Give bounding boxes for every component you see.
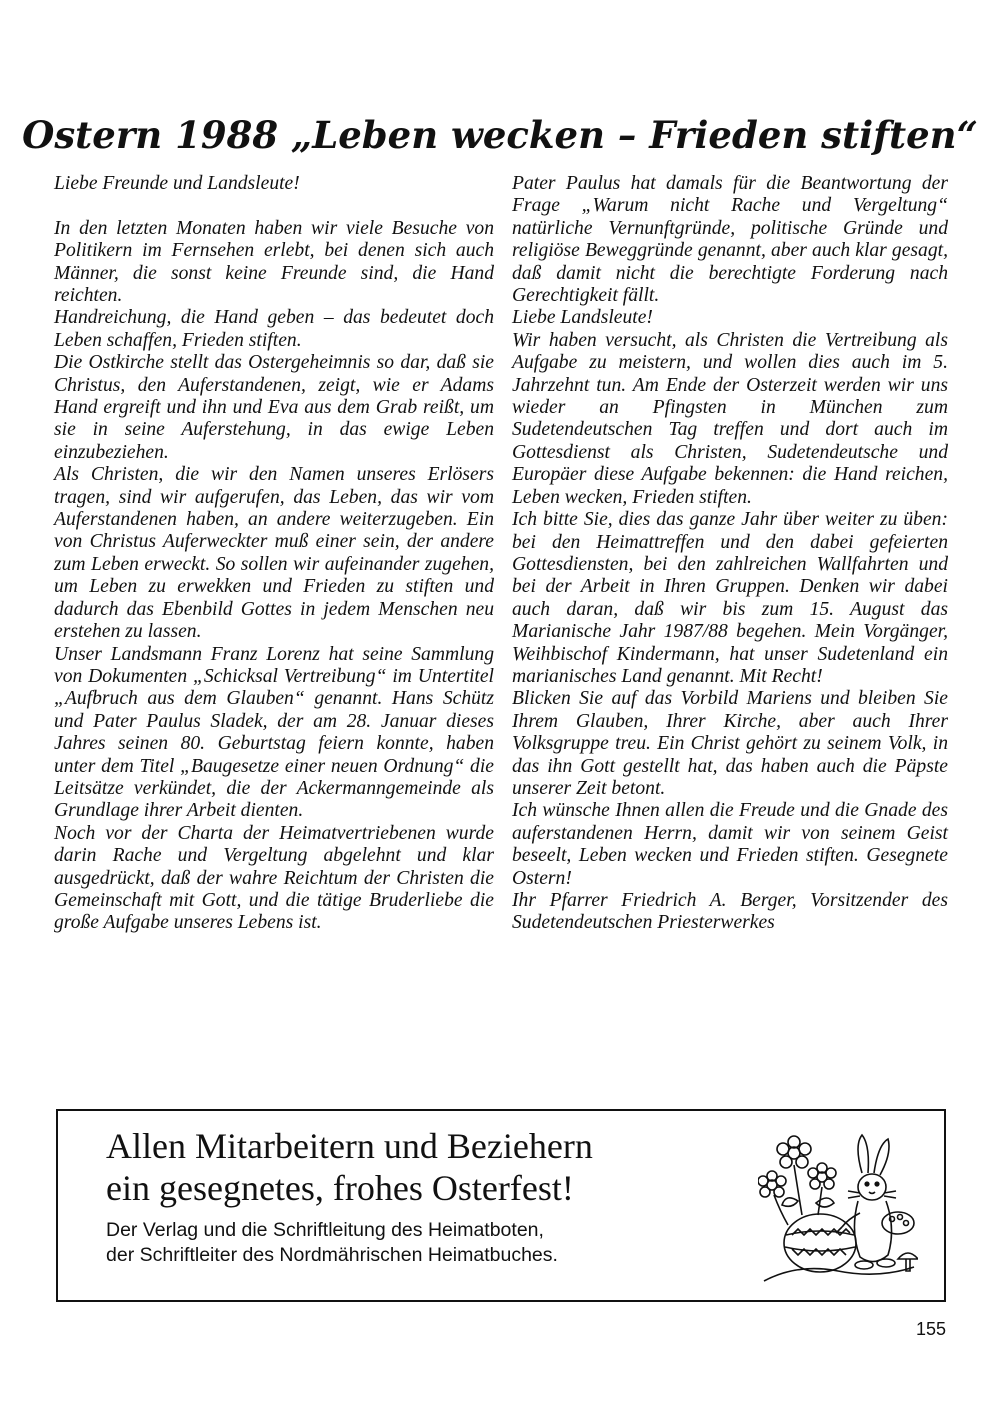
paragraph: Liebe Landsleute!: [512, 307, 653, 329]
paragraph: Pater Paulus hat damals für die Beantwortung der Frage „Warum nicht Rache und Vergeltung“ natürliche Vernunftgründe, politische Gründe und religiöse Beweggründe genannt, aber auch klar gesagt, daß damit nicht die berechtigte Forderung nach Gerechtigkeit fällt.: [512, 173, 948, 307]
easter-bunny-illustration: [758, 1131, 918, 1289]
paragraph: Blicken Sie auf das Vorbild Mariens und bleiben Sie Ihrem Glauben, Ihrer Kirche, aber auch Ihrer Volksgruppe treu. Ein Christ gehört zu seinem Volk, in das ihn Gott gestellt hat, das haben auch die Päpste unserer Zeit betont.: [512, 688, 948, 799]
page-number: 155: [915, 1319, 946, 1339]
easter-greeting-box: [56, 1109, 946, 1302]
paragraph: Handreichung, die Hand geben – das bedeutet doch Leben schaffen, Frieden stiften.: [54, 307, 494, 351]
greeting-line: ein gesegnetes, frohes Osterfest!: [106, 1168, 574, 1208]
right-column: [512, 173, 948, 935]
paragraph: Als Christen, die wir den Namen unseres Erlösers tragen, sind wir aufgerufen, das Leben, das wir vom Auferstandenen haben, an andere weiterzugeben. Ein von Christus Auferweckter muß einer sein, der andere zum Leben erweckt. So sollen wir aufeinander zugehen, um Leben zu erwekken und Frieden zu stiften und dadurch das Ebenbild Gottes in jedem Menschen neu erstehen zu lassen.: [54, 464, 494, 643]
paragraph: Wir haben versucht, als Christen die Vertreibung als Aufgabe zu meistern, und wollen dies auch im 5. Jahrzehnt tun. Am Ende der Osterzeit werden wir uns wieder an Pfingsten in München zum Sudetendeutschen Tag treffen und dort auch im Gottesdienst als Christen, Sudetendeutsche und Europäer diese Aufgabe bekennen: die Hand reichen, Leben wecken, Frieden stiften.: [512, 329, 948, 508]
signature: Ihr Pfarrer Friedrich A. Berger, Vorsitzender des Sudetendeutschen Priesterwerkes: [512, 890, 948, 934]
sender-line: der Schriftleiter des Nordmährischen Heimatbuches.: [106, 1244, 558, 1266]
paragraph: Noch vor der Charta der Heimatvertriebenen wurde darin Rache und Vergeltung abgelehnt und klar ausgedrückt, daß der wahre Reichtum der Christen die Gemeinschaft mit Gott, und die tätige Bruderliebe die große Aufgabe unseres Lebens ist.: [54, 822, 494, 934]
greeting-senders: [106, 1218, 558, 1268]
paragraph: Die Ostkirche stellt das Ostergeheimnis so dar, daß sie Christus, den Auferstandenen, zeigt, wie er Adams Hand ergreift und ihn und Eva aus dem Grab reißt, um sie in seine Auferstehung, in das ewige Leben einzubeziehen.: [54, 352, 494, 463]
paragraph: In den letzten Monaten haben wir viele Besuche von Politikern im Fernsehen erlebt, bei denen sich auch Männer, die sonst keine Freunde sind, die Hand reichten.: [54, 217, 494, 307]
paragraph: Ich wünsche Ihnen allen die Freude und die Gnade des auferstandenen Herrn, damit wir von seinem Geist beseelt, Leben wecken und Frieden stiften. Gesegnete Ostern!: [512, 800, 948, 889]
paragraph: Unser Landsmann Franz Lorenz hat seine Sammlung von Dokumenten „Schicksal Vertreibung“ im Untertitel „Aufbruch aus dem Glauben“ genannt. Hans Schütz und Pater Paulus Sladek, der am 28. Januar dieses Jahres seinen 80. Geburtstag feiern konnte, haben unter dem Titel „Baugesetze einer neuen Ordnung“ die Leitsätze verkündet, die der Ackermanngemeinde als Grundlage ihrer Arbeit dienten.: [54, 643, 494, 822]
left-column: [54, 173, 494, 935]
paragraph: Ich bitte Sie, dies das ganze Jahr über weiter zu üben: bei den Heimattreffen und den dabei gefeierten Gottesdiensten, bei den zahlreichen Wallfahrten und bei der Arbeit in Ihren Gruppen. Denken wir dabei auch daran, daß wir bis zum 15. August das Marianische Jahr 1987/88 begehen. Mein Vorgänger, Weihbischof Kindermann, hat unser Sudetenland ein marianisches Land genannt. Mit Recht!: [512, 509, 948, 687]
greeting-text: [106, 1125, 593, 1209]
greeting-line: Allen Mitarbeitern und Beziehern: [106, 1126, 593, 1166]
article-title: Ostern 1988 „Leben wecken – Frieden stiften“: [22, 113, 978, 157]
salutation: Liebe Freunde und Landsleute!: [54, 173, 300, 194]
sender-line: Der Verlag und die Schriftleitung des Heimatboten,: [106, 1219, 544, 1241]
